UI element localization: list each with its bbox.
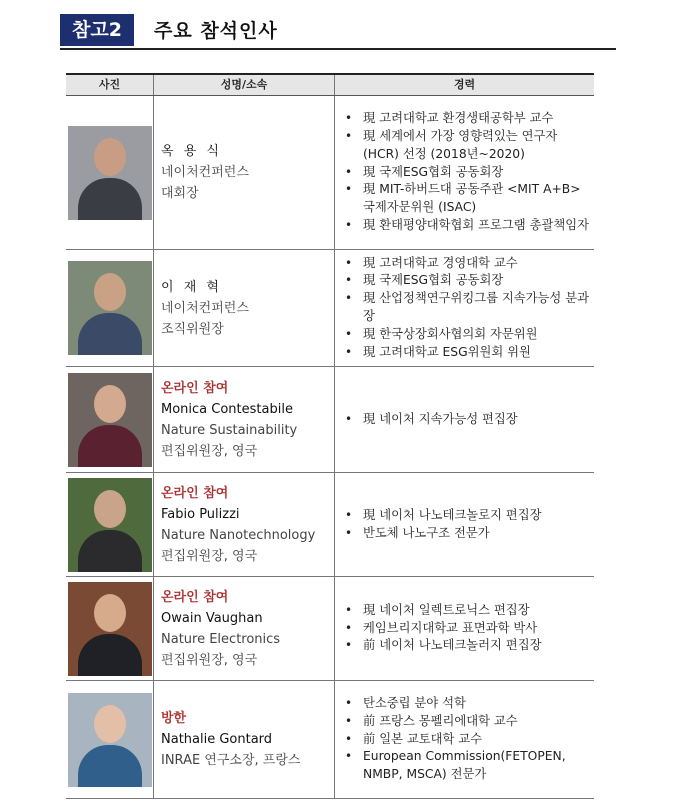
attendee-table [66, 73, 594, 799]
participation-tag: 온라인 참여 [161, 380, 229, 396]
table-row [66, 96, 594, 250]
name-cell [154, 473, 335, 576]
career-item: • 現 네이처 지속가능성 편집장 [341, 411, 594, 429]
person-photo [68, 126, 152, 220]
section-badge: 참고2 [60, 14, 134, 46]
participation-tag: 온라인 참여 [161, 485, 229, 501]
career-item: • 現 한국상장회사협의회 자문위원 [341, 326, 594, 344]
career-item: • 現 네이처 나노테크놀로지 편집장 [341, 507, 594, 525]
name-cell [154, 250, 335, 366]
role: 편집위원장, 영국 [161, 548, 258, 564]
career-item: • 現 산업정책연구위킹그룹 지속가능성 분과장 [341, 290, 594, 326]
table-row [66, 681, 594, 799]
table-row [66, 577, 594, 681]
affiliation: Nature Nanotechnology [161, 527, 316, 543]
person-name: 이 재 혁 [161, 279, 222, 295]
name-cell [154, 367, 335, 472]
career-item: • 前 프랑스 몽펠리에대학 교수 [341, 713, 594, 731]
table-row [66, 473, 594, 577]
affiliation: 네이처컨퍼런스 [161, 165, 249, 180]
affiliation: Nature Electronics [161, 631, 281, 647]
career-item: • 前 일본 교토대학 교수 [341, 731, 594, 749]
person-photo [68, 373, 152, 467]
career-list [341, 411, 594, 429]
table-header [66, 75, 594, 96]
career-item: • 케임브리지대학교 표면과학 박사 [341, 620, 594, 638]
career-item: • 現 세계에서 가장 영향력있는 연구자 (HCR) 선정 (2018년~2020) [341, 128, 594, 164]
career-item: • 現 고려대학교 ESG위원회 위원 [341, 344, 594, 362]
table-row [66, 250, 594, 367]
affiliation: Nature Sustainability [161, 422, 298, 438]
career-item: • 現 고려대학교 환경생태공학부 교수 [341, 110, 594, 128]
role: 조직위원장 [161, 321, 224, 337]
person-name: Monica Contestabile [161, 401, 293, 417]
participation-tag: 방한 [161, 711, 187, 726]
name-cell [154, 681, 335, 798]
affiliation: INRAE 연구소장, 프랑스 [161, 753, 301, 768]
person-photo [68, 693, 152, 787]
career-item: • 現 네이처 일렉트로닉스 편집장 [341, 602, 594, 620]
affiliation: 네이처컨퍼런스 [161, 300, 249, 316]
person-photo [68, 261, 152, 355]
career-item: • 現 고려대학교 경영대학 교수 [341, 255, 594, 273]
page-header [60, 10, 616, 50]
role: 편집위원장, 영국 [161, 652, 258, 668]
career-item: • 반도체 나노구조 전문가 [341, 525, 594, 543]
col-name: 성명/소속 [154, 75, 335, 95]
person-name: 옥 용 식 [161, 144, 222, 159]
person-name: Owain Vaughan [161, 610, 263, 626]
career-item: • 前 네이처 나노테크놀러지 편집장 [341, 637, 594, 655]
career-item: • European Commission(FETOPEN, NMBP, MSCA) 전문가 [341, 748, 594, 784]
person-name: Nathalie Gontard [161, 732, 273, 747]
participation-tag: 온라인 참여 [161, 589, 229, 605]
career-list [341, 695, 594, 784]
role: 편집위원장, 영국 [161, 443, 258, 459]
person-photo [68, 582, 152, 676]
col-career: 경력 [453, 78, 476, 91]
person-photo [68, 478, 152, 572]
role: 대회장 [161, 186, 199, 201]
name-cell [154, 96, 335, 249]
col-photo: 사진 [66, 75, 154, 95]
name-cell [154, 577, 335, 680]
career-list [341, 255, 594, 362]
person-name: Fabio Pulizzi [161, 506, 240, 522]
career-list [341, 110, 594, 235]
career-item: • 現 국제ESG협회 공동회장 [341, 164, 594, 182]
table-row [66, 367, 594, 473]
career-item: • 現 MIT-하버드대 공동주관 <MIT A+B> 국제자문위원 (ISAC) [341, 181, 594, 217]
career-item: • 現 환태평양대학협회 프로그램 총괄책임자 [341, 217, 594, 235]
career-item: • 탄소중립 분야 석학 [341, 695, 594, 713]
career-list [341, 602, 594, 655]
career-item: • 現 국제ESG협회 공동회장 [341, 272, 594, 290]
career-list [341, 507, 594, 543]
page-title: 주요 참석인사 [154, 20, 278, 42]
